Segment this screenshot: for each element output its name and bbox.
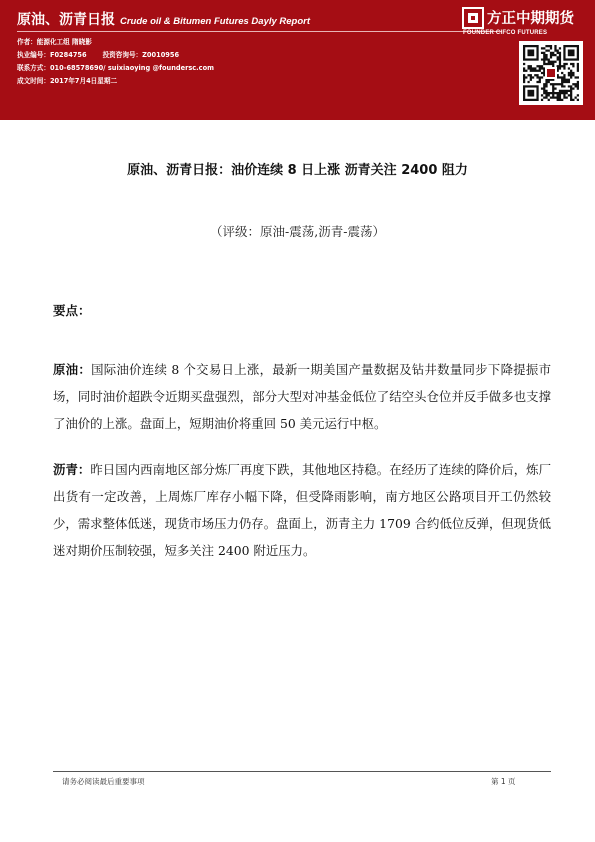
date-value: 2017年7月4日星期二 <box>49 77 118 85</box>
bitumen-text: 昨日国内西南地区部分炼厂再度下跌，其他地区持稳。在经历了连续的降价后，炼厂出货有一定改善，上周炼厂库存小幅下降，但受降雨影响，南方地区公路项目开工仍然较少，需求整体低迷，现货市场压力仍存。盘面上，沥青主力 1709 合约低位反弹，但现货低迷对期价压制较强，短多关注 2400 附近压力。 <box>53 462 552 558</box>
footer-divider <box>53 771 551 772</box>
author-info <box>17 36 214 88</box>
title-divider <box>17 31 502 32</box>
crude-oil-label: 原油： <box>53 362 92 377</box>
date-line <box>17 75 214 88</box>
bitumen-label: 沥青： <box>53 462 91 477</box>
license-line <box>17 49 214 62</box>
author-value: 能源化工组 隋晓影 <box>36 38 92 46</box>
report-title-en: Crude oil & Bitumen Futures Dayly Report <box>120 16 311 27</box>
consult-label: 投资咨询号： <box>102 51 143 59</box>
founder-logo-icon <box>462 7 484 29</box>
contact-value: 010-68578690/ suixiaoying @foundersc.com <box>49 64 214 72</box>
report-title-row <box>17 9 310 29</box>
company-logo <box>460 6 590 38</box>
footer-disclaimer: 请务必阅读最后重要事项 <box>62 777 145 786</box>
crude-oil-text: 国际油价连续 8 个交易日上涨，最新一期美国产量数据及钻井数量同步下降提振市场，同时油价超跌令近期买盘强烈，部分大型对冲基金低位了结空头仓位并反手做多也支撑了油价的上涨。盘面上，短期油价将重回 50 美元运行中枢。 <box>53 362 552 431</box>
license-label: 执业编号： <box>17 51 50 59</box>
author-line <box>17 36 214 49</box>
logo-name-en: FOUNDER CIFCO FUTURES <box>463 30 548 36</box>
report-title-cn: 原油、沥青日报 <box>17 12 115 28</box>
logo-name-cn: 方正中期期货 <box>487 11 574 27</box>
qr-code-icon <box>519 41 583 105</box>
contact-line <box>17 62 214 75</box>
author-label: 作者： <box>17 38 37 46</box>
consult-value: Z0010956 <box>142 51 180 59</box>
page-number: 第 1 页 <box>491 777 516 786</box>
rating-line: （评级：原油-震荡,沥青-震荡） <box>210 224 385 239</box>
license-value: F0284756 <box>49 51 87 59</box>
report-header <box>0 0 595 120</box>
key-points-heading: 要点： <box>53 303 91 318</box>
contact-label: 联系方式： <box>17 64 50 72</box>
document-title: 原油、沥青日报：油价连续 8 日上涨 沥青关注 2400 阻力 <box>127 163 468 178</box>
crude-oil-paragraph <box>53 356 551 437</box>
date-label: 成文时间： <box>17 77 50 85</box>
bitumen-paragraph <box>53 456 551 564</box>
